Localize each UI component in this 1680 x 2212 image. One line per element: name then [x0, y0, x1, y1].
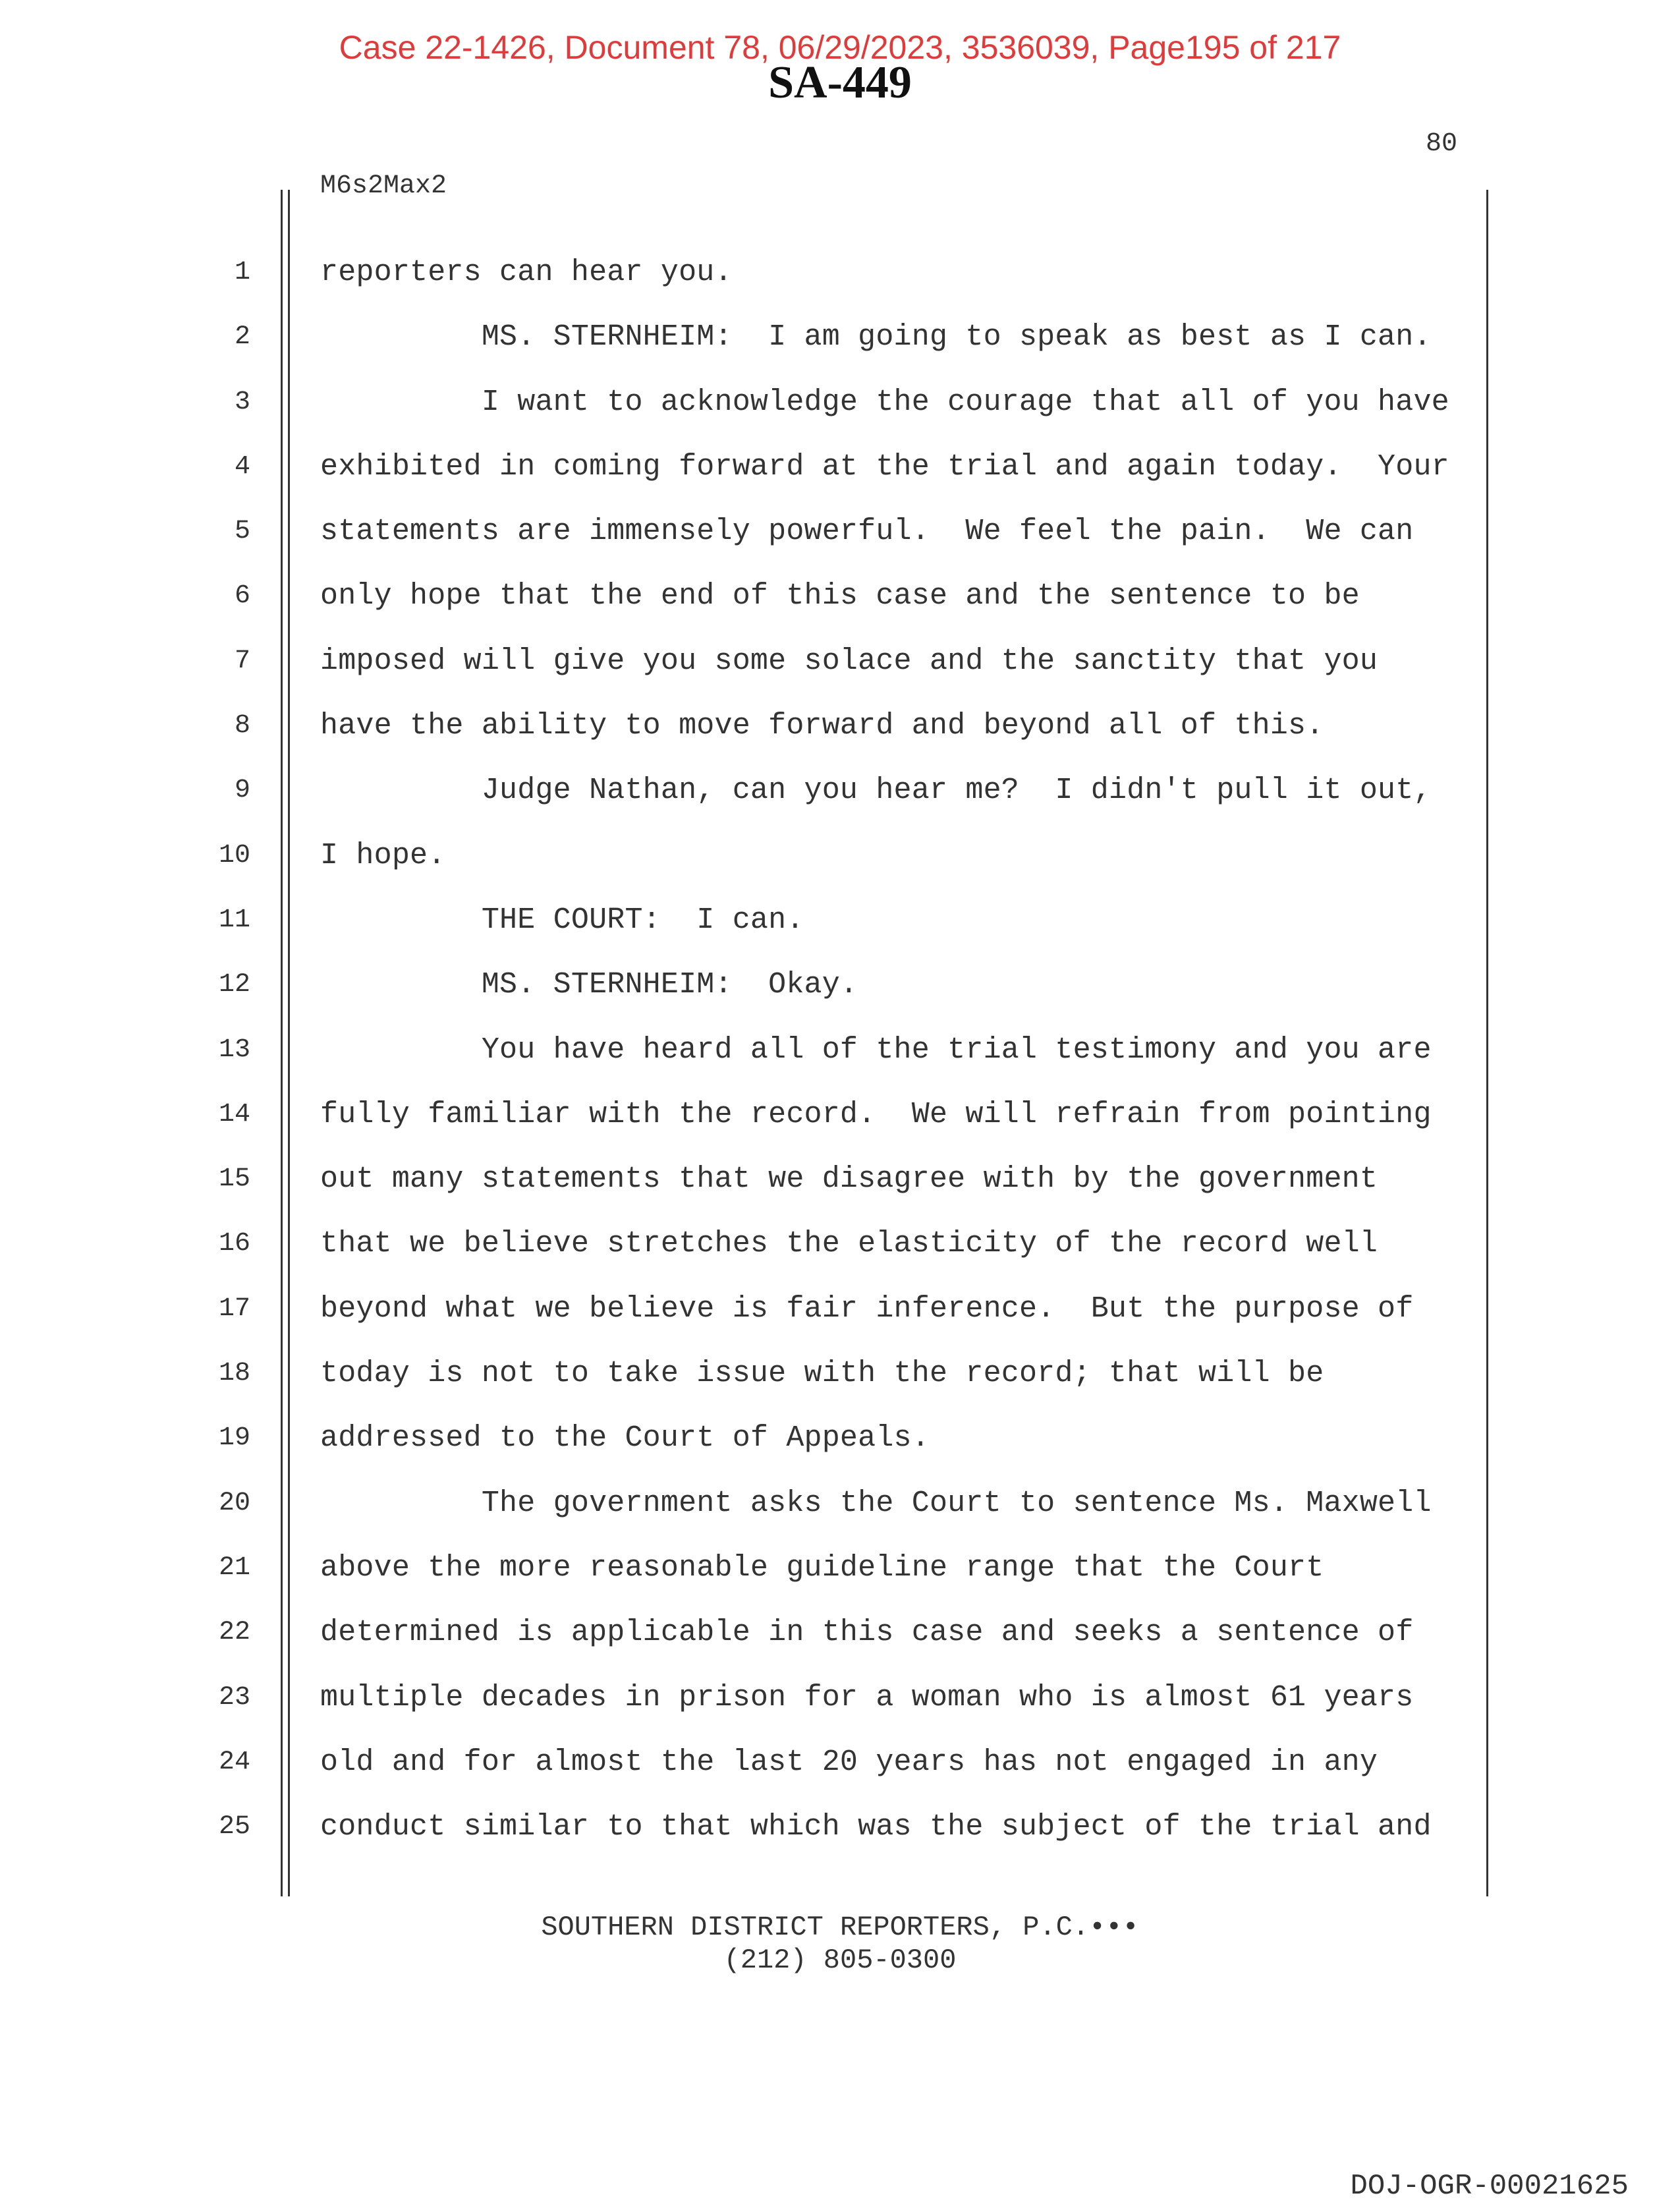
- line-text: fully familiar with the record. We will refrain from pointing: [320, 1097, 1432, 1131]
- transcript-line: [0, 706, 1680, 771]
- line-text: that we believe stretches the elasticity of the record well: [320, 1227, 1378, 1261]
- line-number: 1: [234, 258, 250, 287]
- line-text: out many statements that we disagree with by the government: [320, 1162, 1378, 1197]
- transcript-line: [0, 253, 1680, 318]
- line-text: today is not to take issue with the record; that will be: [320, 1357, 1324, 1391]
- transcript-line: [0, 901, 1680, 965]
- transcript-line: [0, 512, 1680, 577]
- transcript-line: [0, 1484, 1680, 1548]
- transcript-line: [0, 1031, 1680, 1095]
- line-text: exhibited in coming forward at the trial and again today. Your: [320, 449, 1449, 484]
- line-text: imposed will give you some solace and the sanctity that you: [320, 644, 1378, 678]
- line-number: 20: [218, 1488, 250, 1518]
- line-text: only hope that the end of this case and the sentence to be: [320, 579, 1360, 613]
- line-text: THE COURT: I can.: [320, 903, 804, 937]
- transcript-line: [0, 642, 1680, 706]
- line-text: old and for almost the last 20 years has not engaged in any: [320, 1745, 1378, 1779]
- line-number: 15: [218, 1164, 250, 1195]
- line-number: 3: [234, 387, 250, 417]
- line-number: 25: [218, 1812, 250, 1842]
- line-text: above the more reasonable guideline range that the Court: [320, 1550, 1324, 1585]
- line-number: 14: [218, 1099, 250, 1129]
- sa-page-number: SA-449: [768, 57, 912, 108]
- line-number: 22: [218, 1618, 250, 1648]
- line-text: addressed to the Court of Appeals.: [320, 1421, 930, 1456]
- transcript-line: [0, 1095, 1680, 1160]
- line-number: 17: [218, 1293, 250, 1324]
- line-text: have the ability to move forward and beyond all of this.: [320, 709, 1324, 743]
- line-number: 5: [234, 517, 250, 547]
- bates-number: DOJ-OGR-00021625: [1350, 2170, 1629, 2203]
- transcript-lines: [0, 253, 1680, 1872]
- reporter-name: SOUTHERN DISTRICT REPORTERS, P.C.•••: [541, 1912, 1139, 1943]
- transcript-line: [0, 577, 1680, 641]
- line-text: MS. STERNHEIM: I am going to speak as best as I can.: [320, 320, 1432, 354]
- transcript-line: [0, 1613, 1680, 1678]
- line-number: 13: [218, 1035, 250, 1065]
- transcript-line: [0, 836, 1680, 901]
- line-text: I want to acknowledge the courage that all of you have: [320, 385, 1449, 419]
- line-number: 12: [218, 970, 250, 1000]
- transcript-line: [0, 1548, 1680, 1613]
- transcript-line: [0, 1354, 1680, 1419]
- transcript-line: [0, 1743, 1680, 1807]
- line-text: statements are immensely powerful. We feel the pain. We can: [320, 515, 1414, 549]
- footer: [0, 1911, 1680, 1977]
- line-number: 11: [218, 905, 250, 935]
- reporter-phone: (212) 805-0300: [723, 1944, 957, 1976]
- line-number: 23: [218, 1682, 250, 1713]
- line-text: multiple decades in prison for a woman who is almost 61 years: [320, 1680, 1414, 1715]
- transcript-line: [0, 1807, 1680, 1872]
- line-text: I hope.: [320, 838, 446, 872]
- line-text: determined is applicable in this case and seeks a sentence of: [320, 1616, 1414, 1650]
- line-number: 6: [234, 581, 250, 611]
- transcript-line: [0, 1290, 1680, 1354]
- line-text: You have heard all of the trial testimony and you are: [320, 1033, 1432, 1067]
- transcript-line: [0, 1419, 1680, 1483]
- line-text: The government asks the Court to sentence Ms. Maxwell: [320, 1486, 1432, 1520]
- line-text: Judge Nathan, can you hear me? I didn't pull it out,: [320, 774, 1432, 808]
- transcript-id: M6s2Max2: [320, 171, 447, 201]
- line-number: 10: [218, 840, 250, 870]
- line-number: 16: [218, 1229, 250, 1259]
- transcript-line: [0, 1678, 1680, 1743]
- transcript-line: [0, 1224, 1680, 1289]
- transcript-line: [0, 1160, 1680, 1224]
- line-number: 18: [218, 1359, 250, 1389]
- line-text: beyond what we believe is fair inference. But the purpose of: [320, 1291, 1414, 1326]
- line-number: 2: [234, 322, 250, 353]
- line-number: 19: [218, 1423, 250, 1454]
- transcript-line: [0, 383, 1680, 447]
- transcript-line: [0, 318, 1680, 382]
- line-number: 21: [218, 1552, 250, 1583]
- case-stamp: Case 22-1426, Document 78, 06/29/2023, 3536039, Page195 of 217: [339, 29, 1341, 66]
- line-text: conduct similar to that which was the subject of the trial and: [320, 1810, 1432, 1844]
- line-number: 9: [234, 776, 250, 806]
- line-number: 4: [234, 451, 250, 482]
- line-number: 24: [218, 1747, 250, 1777]
- transcript-line: [0, 447, 1680, 512]
- transcript-line: [0, 771, 1680, 836]
- line-number: 8: [234, 711, 250, 741]
- line-text: reporters can hear you.: [320, 256, 733, 289]
- transcript-page-number: 80: [1425, 129, 1457, 159]
- line-text: MS. STERNHEIM: Okay.: [320, 968, 858, 1002]
- transcript-line: [0, 965, 1680, 1030]
- line-number: 7: [234, 646, 250, 676]
